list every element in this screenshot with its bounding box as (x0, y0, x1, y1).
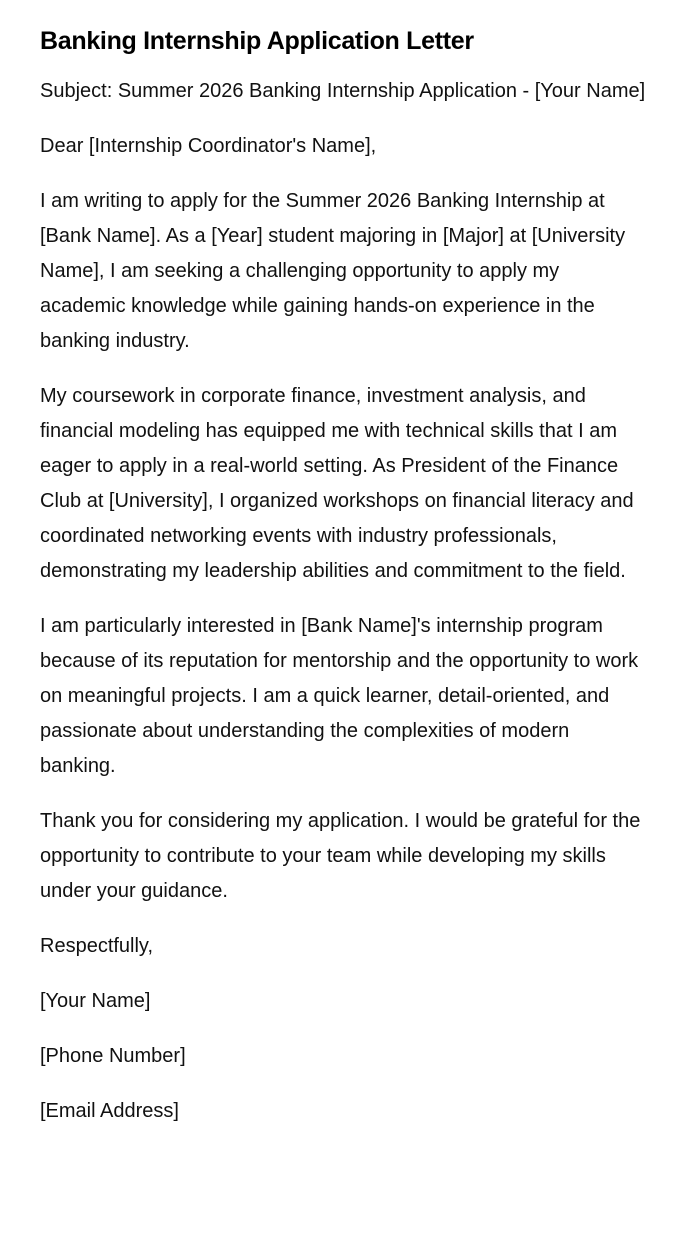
body-paragraph-qualifications: My coursework in corporate finance, investment analysis, and financial modeling has equipped me with technical skills that I am eager to apply in a real-world setting. As President of the Finance Club at [University], I organized workshops on financial literacy and coordinated networking events with industry professionals, demonstrating my leadership abilities and commitment to the field. (40, 385, 634, 582)
signature-name: [Your Name] (40, 990, 151, 1012)
signature-phone: [Phone Number] (40, 1045, 186, 1067)
body-paragraph-thanks: Thank you for considering my application. I would be grateful for the opportunity to contribute to your team while developing my skills under your guidance. (40, 810, 641, 902)
greeting: Dear [Internship Coordinator's Name], (40, 135, 377, 157)
letter-document (40, 22, 650, 1149)
subject-line: Subject: Summer 2026 Banking Internship Application - [Your Name] (40, 80, 646, 102)
body-paragraph-intro: I am writing to apply for the Summer 2026 Banking Internship at [Bank Name]. As a [Year] student majoring in [Major] at [University Name], I am seeking a challenging opportunity to apply my academic knowledge while gaining hands-on experience in the banking industry. (40, 190, 626, 352)
signature-email: [Email Address] (40, 1100, 179, 1122)
body-paragraph-interest: I am particularly interested in [Bank Name]'s internship program because of its reputation for mentorship and the opportunity to work on meaningful projects. I am a quick learner, detail-oriented, and passionate about understanding the complexities of modern banking. (40, 615, 639, 777)
closing: Respectfully, (40, 935, 154, 957)
document-title: Banking Internship Application Letter (40, 27, 474, 55)
